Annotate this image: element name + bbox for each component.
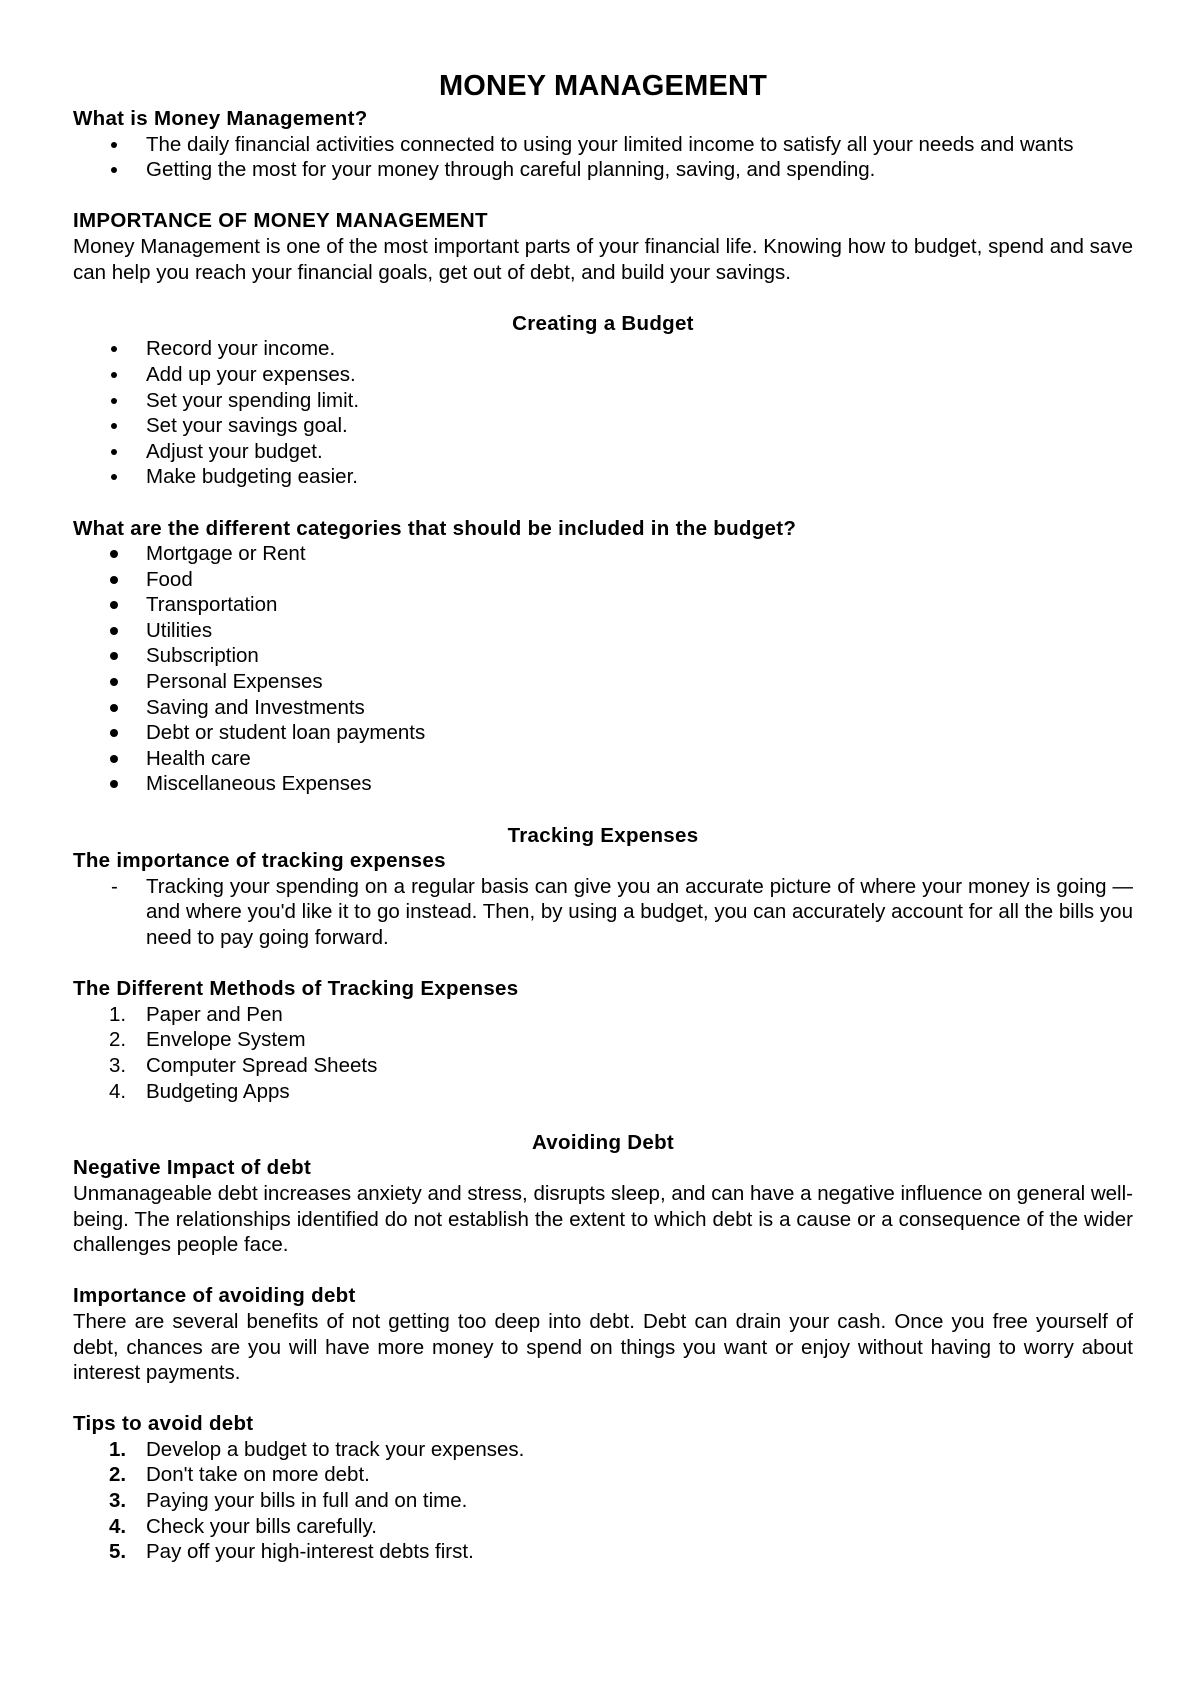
list-item: Utilities	[73, 618, 1133, 644]
bullet-icon	[111, 449, 117, 455]
bullet-icon	[111, 167, 117, 173]
list-number: 3.	[109, 1053, 127, 1077]
list-item: The daily financial activities connected to using your limited income to satisfy all your needs and wants	[73, 132, 1133, 158]
budget-heading: Creating a Budget	[512, 311, 694, 335]
list-item: 1. Develop a budget to track your expenses.	[109, 1437, 525, 1461]
bullet-icon	[111, 372, 117, 378]
bullet-icon	[110, 704, 118, 712]
bullet-icon	[110, 678, 118, 686]
bullet-icon	[110, 729, 118, 737]
list-item: 4. Budgeting Apps	[109, 1079, 290, 1103]
list-item: Transportation	[73, 592, 1133, 618]
bullet-icon	[111, 346, 117, 352]
negative-impact-text: Unmanageable debt increases anxiety and stress, disrupts sleep, and can have a negative influence on general well-being. The relationships identified do not establish the extent to which debt is a cause or a consequence of the wider challenges people face.	[73, 1181, 1133, 1257]
tracking-dash-list	[73, 874, 1133, 951]
list-number: 4.	[109, 1079, 127, 1103]
list-item: Miscellaneous Expenses	[73, 771, 1133, 797]
bullet-icon	[111, 423, 117, 429]
tracking-heading: Tracking Expenses	[507, 823, 699, 847]
list-item: Set your spending limit.	[73, 388, 1133, 414]
importance-heading: IMPORTANCE OF MONEY MANAGEMENT	[73, 209, 488, 233]
list-item: Saving and Investments	[73, 695, 1133, 721]
bullet-icon	[110, 652, 118, 660]
bullet-icon	[110, 627, 118, 635]
list-item: Adjust your budget.	[73, 439, 1133, 465]
list-item: 2. Don't take on more debt.	[109, 1463, 370, 1487]
document-title: MONEY MANAGEMENT	[438, 70, 768, 102]
bullet-icon	[111, 142, 117, 148]
avoiding-importance-heading: Importance of avoiding debt	[73, 1284, 356, 1308]
bullet-icon	[111, 474, 117, 480]
list-item: 5. Pay off your high-interest debts first.	[109, 1540, 474, 1564]
bullet-icon	[111, 398, 117, 404]
categories-list	[73, 541, 1133, 797]
list-item: 4. Check your bills carefully.	[109, 1514, 377, 1538]
tips-heading: Tips to avoid debt	[73, 1412, 254, 1436]
list-item: Subscription	[73, 643, 1133, 669]
list-item: Food	[73, 567, 1133, 593]
negative-impact-heading: Negative Impact of debt	[73, 1156, 312, 1180]
dash-marker: -	[111, 874, 118, 898]
bullet-icon	[110, 780, 118, 788]
list-item: - Tracking your spending on a regular basis can give you an accurate picture of where your money is going — and where you'd like it to go instead. Then, by using a budget, you can accurately account for all the bills you need to pay going forward.	[111, 874, 1133, 949]
list-number: 1.	[109, 1437, 127, 1461]
methods-list	[73, 1002, 1133, 1104]
tips-list	[73, 1437, 1133, 1565]
avoiding-importance-text: There are several benefits of not getting too deep into debt. Debt can drain your cash. Once you free yourself of debt, chances are you will have more money to spend on things you want or enjoy without having to worry about interest payments.	[73, 1309, 1133, 1385]
list-item: 3. Paying your bills in full and on time.	[109, 1489, 468, 1513]
methods-heading: The Different Methods of Tracking Expenses	[73, 977, 519, 1001]
list-item: Health care	[73, 746, 1133, 772]
list-number: 1.	[109, 1002, 127, 1026]
budget-list	[73, 336, 1133, 490]
categories-heading: What are the different categories that should be included in the budget?	[73, 516, 797, 540]
list-item: Set your savings goal.	[73, 413, 1133, 439]
list-item: Add up your expenses.	[73, 362, 1133, 388]
list-number: 4.	[109, 1514, 127, 1538]
list-item: Personal Expenses	[73, 669, 1133, 695]
list-number: 3.	[109, 1489, 127, 1513]
list-item: 3. Computer Spread Sheets	[109, 1053, 378, 1077]
list-item: Getting the most for your money through careful planning, saving, and spending.	[73, 157, 1133, 183]
list-item: Mortgage or Rent	[73, 541, 1133, 567]
list-number: 2.	[109, 1463, 127, 1487]
list-item: Debt or student loan payments	[73, 720, 1133, 746]
what-is-heading: What is Money Management?	[73, 107, 368, 130]
bullet-icon	[110, 576, 118, 584]
bullet-icon	[110, 550, 118, 558]
bullet-icon	[110, 601, 118, 609]
bullet-icon	[110, 755, 118, 763]
list-number: 5.	[109, 1540, 127, 1564]
debt-heading: Avoiding Debt	[531, 1130, 675, 1154]
tracking-subheading: The importance of tracking expenses	[73, 849, 446, 873]
importance-text: Money Management is one of the most important parts of your financial life. Knowing how to budget, spend and save can help you reach your financial goals, get out of debt, and build your savings.	[73, 234, 1133, 284]
list-item: Make budgeting easier.	[73, 464, 1133, 490]
what-is-list	[73, 132, 1133, 183]
document-page	[73, 68, 1133, 1565]
list-item: 1. Paper and Pen	[109, 1002, 283, 1026]
list-item: 2. Envelope System	[109, 1028, 306, 1052]
list-item: Record your income.	[73, 336, 1133, 362]
list-number: 2.	[109, 1028, 127, 1052]
